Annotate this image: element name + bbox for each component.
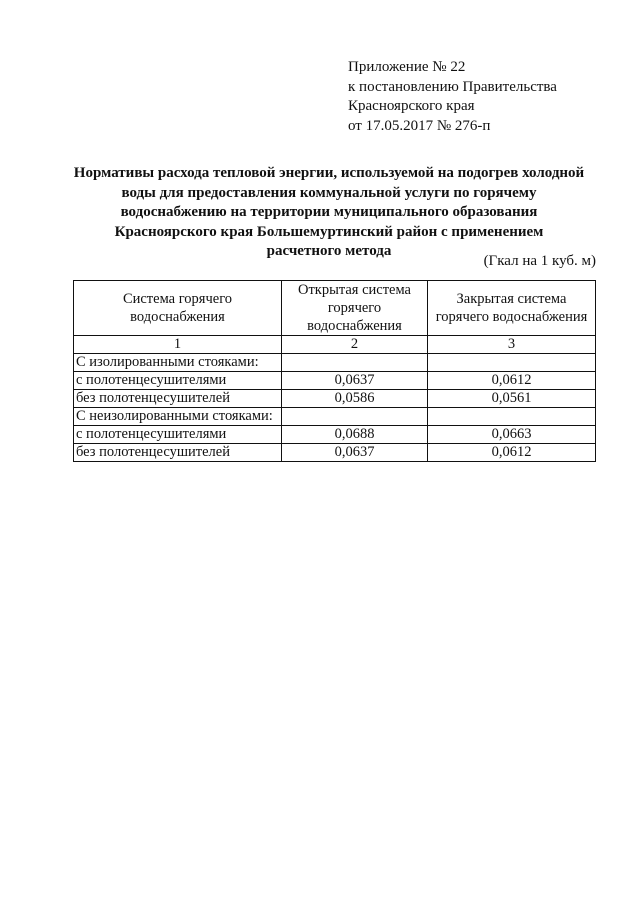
- closed-value: 0,0612: [428, 372, 596, 390]
- appendix-region-line: Красноярского края: [348, 98, 475, 114]
- title-line-5: расчетного метода: [266, 243, 392, 259]
- appendix-reference: [348, 58, 557, 136]
- open-value: 0,0637: [282, 444, 428, 462]
- title-line-4: Красноярского края Большемуртинский район с применением: [114, 223, 544, 240]
- open-value: 0,0637: [282, 372, 428, 390]
- table-header-row: [74, 281, 596, 336]
- title-line-1: Нормативы расхода тепловой энергии, используемой на подогрев холодной: [73, 165, 585, 181]
- appendix-date-line: от 17.05.2017 № 276-п: [348, 117, 491, 134]
- open-value: [282, 354, 428, 372]
- row-label: с полотенцесушителями: [74, 372, 282, 390]
- index-cell: 3: [428, 336, 596, 354]
- units-label: (Гкал на 1 куб. м): [483, 253, 596, 269]
- open-value: 0,0688: [282, 426, 428, 444]
- header-closed-system: Закрытая система горячего водоснабжения: [428, 281, 596, 336]
- row-label: без полотенцесушителей: [74, 390, 282, 408]
- row-label: С изолированными стояками:: [74, 354, 282, 372]
- document-title: [64, 164, 594, 262]
- table-row: [74, 444, 596, 462]
- appendix-number: Приложение № 22: [348, 59, 466, 75]
- closed-value: 0,0612: [428, 444, 596, 462]
- index-cell: 2: [282, 336, 428, 354]
- table-row: [74, 372, 596, 390]
- appendix-decree-line: к постановлению Правительства: [348, 78, 557, 95]
- table-row: [74, 354, 596, 372]
- table-row: [74, 426, 596, 444]
- header-open-system: Открытая система горячего водоснабжения: [282, 281, 428, 336]
- table-row: [74, 390, 596, 408]
- closed-value: 0,0663: [428, 426, 596, 444]
- closed-value: 0,0561: [428, 390, 596, 408]
- closed-value: [428, 408, 596, 426]
- row-label: С неизолированными стояками:: [74, 408, 282, 426]
- title-line-3: водоснабжению на территории муниципального образования: [120, 204, 538, 220]
- open-value: [282, 408, 428, 426]
- closed-value: [428, 354, 596, 372]
- row-label: без полотенцесушителей: [74, 444, 282, 462]
- table-index-row: [74, 336, 596, 354]
- header-system: Система горячего водоснабжения: [74, 281, 282, 336]
- norms-table: [73, 280, 596, 462]
- title-line-2: воды для предоставления коммунальной услуги по горячему: [121, 184, 537, 201]
- open-value: 0,0586: [282, 390, 428, 408]
- table-row: [74, 408, 596, 426]
- index-cell: 1: [74, 336, 282, 354]
- row-label: с полотенцесушителями: [74, 426, 282, 444]
